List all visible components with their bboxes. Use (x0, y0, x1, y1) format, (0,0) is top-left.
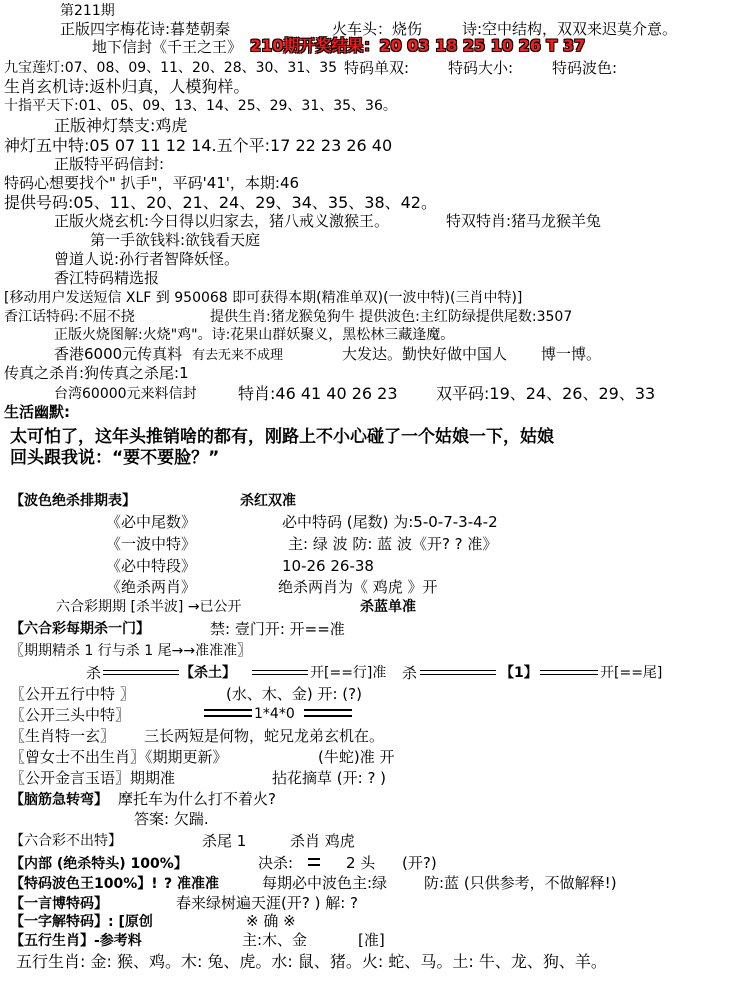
neibu-label: 【内部 (绝杀特头) 100%】 (10, 856, 188, 872)
double-rule (204, 709, 252, 717)
zeng-label: 〖曾女士不出生肖〗《期期更新》 (10, 748, 228, 766)
poem-left: 正版四字梅花诗:暮楚朝秦 (60, 20, 231, 38)
sha-kai2: 开[==尾] (600, 665, 663, 681)
poem-mid: 火车头：烧伤 (332, 20, 423, 38)
line-xianggang-b: 有去无来不成理 (192, 348, 284, 363)
row-weishu-value: 必中特码 (尾数) 为:5-0-7-3-4-2 (282, 513, 498, 531)
wuxing-sx-zhun: [准] (358, 931, 385, 949)
neibu-tou: 2 头 (346, 854, 376, 872)
bose-wang-fang: 防:蓝 (只供参考，不做解释!) (424, 874, 617, 892)
line-youmo: 生活幽默: (4, 403, 70, 421)
sha-kai1: 开[==行]准 (310, 665, 387, 681)
kill-door-right: 禁: 壹门开: 开==准 (210, 620, 345, 638)
wuxing-label: 〖公开五行中特 〗 (10, 685, 135, 703)
sha-label-2: 杀 (402, 664, 418, 682)
line-taiwan-b: 特肖:46 41 40 26 23 (238, 384, 398, 403)
line-jiubao-b: 特码单双: (344, 59, 410, 77)
banbo-line: 六合彩期期 [杀半波] →已公开 (56, 599, 242, 615)
zeng-value: (牛蛇)准 开 (318, 748, 395, 766)
poem-right: 诗:空中结构，双双来迟莫介意。 (462, 20, 678, 38)
yiyan-value: 春来绿树遍天涯(开? ) 解: ? (176, 894, 358, 912)
line-taiwan-c: 双平码:19、24、26、29、33 (436, 384, 656, 403)
wuxing-value: (水、木、金) 开: (?) (226, 685, 362, 703)
jingsha-line: 〖期期精杀 1 行与杀 1 尾→→准准准〗 (10, 643, 252, 659)
line-hua: 香江话特码:不屈不挠 (4, 309, 135, 325)
row-teduan-value: 10-26 26-38 (282, 557, 374, 575)
line-xiangjiang: 香江特码精选报 (54, 269, 160, 287)
double-rule (420, 670, 496, 675)
line-xuanji: 生肖玄机诗:返朴归真，人模狗样。 (4, 77, 250, 96)
wuxing-last: 五行生肖: 金: 猴、鸡。木: 兔、虎。水: 鼠、猪。火: 蛇、马。土: 牛、龙、狗、羊。 (16, 952, 607, 971)
buchute-wei: 杀尾 1 (202, 832, 247, 850)
line-xianggang-d: 博一博。 (541, 345, 602, 363)
line-diyishou: 第一手欲钱料:欲钱看天庭 (90, 231, 261, 249)
shengxiao-value: 三长两短是何物，蛇兄龙弟玄机在。 (144, 727, 385, 745)
buchute-xiao: 杀肖 鸡虎 (290, 832, 355, 850)
double-rule (540, 670, 598, 675)
line-jiubao: 九宝莲灯:07、08、09、11、20、28、30、31、35 (4, 60, 338, 76)
line-xianggang: 香港6000元传真料 (54, 345, 183, 363)
line-huoshao-b: 特双特肖:猪马龙猴羊兔 (446, 212, 602, 230)
neibu-kai: (开?) (402, 854, 437, 872)
bose-header-right: 杀红双准 (240, 493, 296, 509)
kill-door: 【六合彩每期杀一门】 (10, 621, 150, 637)
naojin-question: 摩托车为什么打不着火? (118, 790, 276, 808)
sha-label: 杀 (86, 664, 102, 682)
sanwei-value: 1*4*0 (254, 706, 295, 722)
line-yidong: [移动用户发送短信 XLF 到 950068 即可获得本期(精准单双)(一波中特)(三肖中特)] (4, 290, 523, 306)
line-tepingma: 正版特平码信封: (54, 155, 165, 173)
sanwei-label: 〖公开三头中特〗 (10, 706, 131, 724)
jinyan-label: 〖公开金言玉语〗期期准 (10, 769, 176, 787)
line-jiubao-d: 特码波色: (552, 59, 618, 77)
double-rule (308, 858, 320, 866)
banbo-right: 杀蓝单准 (360, 599, 416, 615)
sha-tu: 【杀土】 (180, 665, 236, 681)
line-jiubao-c: 特码大小: (448, 59, 514, 77)
row-weishu-label: 《必中尾数》 (106, 513, 197, 531)
shengxiao-label: 〖生肖特一玄〗 (10, 727, 116, 745)
joke-line2: 回头跟我说：“要不要脸？” (10, 448, 220, 468)
line-taiwan: 台湾60000元来料信封 (54, 386, 197, 402)
result-left: 地下信封《千王之王》 (92, 38, 243, 56)
double-rule (252, 670, 308, 675)
row-yibo-label: 《一波中特》 (106, 535, 197, 553)
issue-number: 第211期 (60, 3, 115, 19)
naojin-answer: 答案: 欠踹. (134, 810, 209, 828)
line-shendeng: 正版神灯禁支:鸡虎 (54, 116, 188, 135)
line-zengdao: 曾道人说:孙行者智降妖怪。 (54, 250, 240, 268)
wuxing-sx-main: 主:木、金 (242, 931, 308, 949)
buchute-label: 【六合彩不出特】 (10, 833, 122, 849)
bose-wang-mid: ? 准准准 (164, 876, 219, 892)
neibu-juesha: 决杀: (258, 854, 294, 872)
line-shizhi: 十指平天下:01、05、09、13、14、25、29、31、35、36。 (4, 98, 397, 114)
row-teduan-label: 《必中特段》 (106, 557, 197, 575)
yiyan-label: 【一言博特码】 (10, 896, 108, 912)
bose-wang-main: 每期必中波色主:绿 (262, 874, 388, 892)
naojin-label: 【脑筋急转弯】 (10, 792, 108, 808)
bose-header: 【波色绝杀排期表】 (10, 493, 136, 509)
result-red: 210期开奖结果：20 03 18 25 10 26 T 37 (250, 36, 586, 55)
line-hua-b: 提供生肖:猪龙猴兔狗牛 提供波色:主红防绿提供尾数:3507 (210, 309, 573, 325)
line-xinxiang: 特码心想要找个" 扒手"，平码'41'，本期:46 (4, 174, 300, 192)
row-juesha-label: 《绝杀两肖》 (106, 578, 197, 596)
double-rule (103, 670, 179, 675)
row-juesha-value: 绝杀两肖为《 鸡虎 》开 (278, 578, 438, 596)
joke-line1: 太可怕了，这年头推销啥的都有，刚路上不小心碰了一个姑娘一下，姑娘 (10, 427, 554, 447)
line-tujie: 正版火烧图解:火烧"鸡"。诗:花果山群妖聚义，黑松林三藏逢魔。 (54, 327, 455, 343)
jinyan-value: 拈花摘草 (开: ? ) (272, 769, 387, 787)
line-wuzhongte: 神灯五中特:05 07 11 12 14.五个平:17 22 23 26 40 (4, 136, 393, 155)
sha-one: 【1】 (500, 665, 538, 681)
line-chuanzhen: 传真之杀肖:狗传真之杀尾:1 (4, 364, 189, 382)
bose-wang-label: 【特码波色王100%】! (10, 876, 158, 892)
wuxing-sx-label: 【五行生肖】-参考料 (10, 933, 142, 949)
row-yibo-value: 主: 绿 波 防: 蓝 波《开? ? 准》 (288, 535, 498, 553)
line-huoshao: 正版火烧玄机:今日得以归家去，猪八戒义激猴王。 (54, 212, 390, 230)
double-rule (304, 709, 352, 717)
yizi-value: ※ 确 ※ (246, 912, 296, 930)
line-xianggang-c: 大发达。勤快好做中国人 (342, 345, 508, 363)
yizi-label: 【一字解特码】: [原创 (10, 914, 153, 930)
line-tigong: 提供号码:05、11、20、21、24、29、34、35、38、42。 (4, 193, 437, 212)
